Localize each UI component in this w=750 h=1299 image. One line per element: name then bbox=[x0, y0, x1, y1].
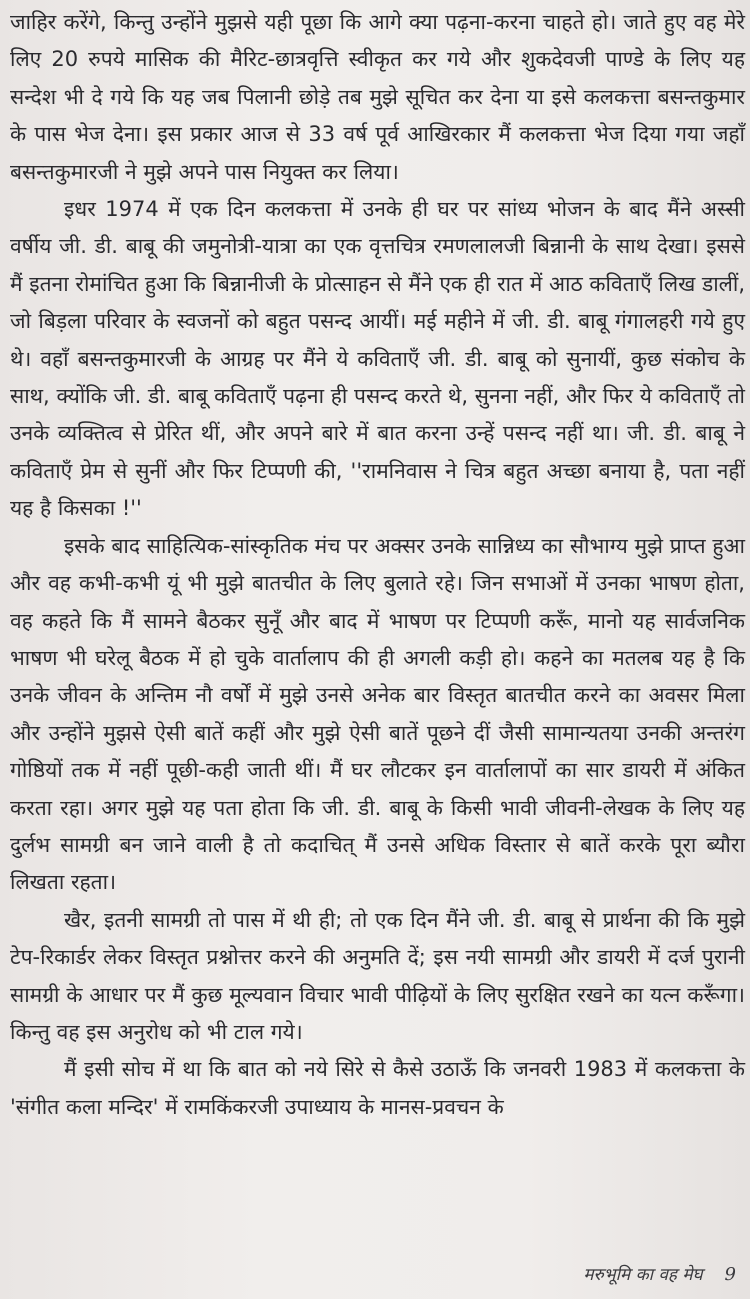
paragraph-january-1983: मैं इसी सोच में था कि बात को नये सिरे से कैसे उठाऊँ कि जनवरी 1983 में कलकत्ता के 'संगीत कला मन्दिर' में रामकिंकरजी उपाध्याय के मानस-प्रवचन के bbox=[10, 1057, 745, 1119]
paragraph-1974-screening: इधर 1974 में एक दिन कलकत्ता में उनके ही घर पर सांध्य भोजन के बाद मैंने अस्सी वर्षीय जी. डी. बाबू की जमुनोत्री-यात्रा का एक वृत्तचित्र रमणलालजी बिन्नानी के साथ देखा। इससे मैं इतना रोमांचित हुआ कि बिन्नानीजी के प्रोत्साहन से मैंने एक ही रात में आठ कविताएँ लिख डालीं, जो बिड़ला परिवार के स्वजनों को बहुत पसन्द आयीं। मई महीने में जी. डी. बाबू गंगालहरी गये हुए थे। वहाँ बसन्तकुमारजी के आग्रह पर मैंने ये कविताएँ जी. डी. बाबू को सुनायीं, कुछ संकोच के साथ, क्योंकि जी. डी. बाबू कविताएँ पढ़ना ही पसन्द करते थे, सुनना नहीं, और फिर ये कविताएँ तो उनके व्यक्तित्व से प्रेरित थीं, और अपने बारे में बात करना उन्हें पसन्द नहीं था। जी. डी. बाबू ने कविताएँ प्रेम से सुनीं और फिर टिप्पणी की, ''रामनिवास ने चित्र बहुत अच्छा बनाया है, पता नहीं यह है किसका !'' bbox=[10, 197, 745, 521]
paragraph-cultural-meetings: इसके बाद साहित्यिक-सांस्कृतिक मंच पर अक्सर उनके सान्निध्य का सौभाग्य मुझे प्राप्त हुआ और वह कभी-कभी यूं भी मुझे बातचीत के लिए बुलाते रहे। जिन सभाओं में उनका भाषण होता, वह कहते कि मैं सामने बैठकर सुनूँ और बाद में भाषण पर टिप्पणी करूँ, मानो यह सार्वजनिक भाषण भी घरेलू बैठक में हो चुके वार्तालाप की ही अगली कड़ी हो। कहने का मतलब यह है कि उनके जीवन के अन्तिम नौ वर्षों में मुझे उनसे अनेक बार विस्तृत बातचीत करने का अवसर मिला और उन्होंने मुझसे ऐसी बातें कहीं और मुझे ऐसी बातें पूछने दीं जैसी सामान्यतया उनकी अन्तरंग गोष्ठियों तक में नहीं पूछी-कही जाती थीं। मैं घर लौटकर इन वार्तालापों का सार डायरी में अंकित करता रहा। अगर मुझे यह पता होता कि जी. डी. बाबू के किसी भावी जीवनी-लेखक के लिए यह दुर्लभ सामग्री बन जाने वाली है तो कदाचित् मैं उनसे अधिक विस्तार से बातें करके पूरा ब्यौरा लिखता रहता। bbox=[10, 533, 745, 895]
running-book-title: मरुभूमि का वह मेघ bbox=[583, 1265, 703, 1285]
page-footer bbox=[583, 1262, 736, 1285]
paragraph-tape-recorder-request: खैर, इतनी सामग्री तो पास में थी ही; तो एक दिन मैंने जी. डी. बाबू से प्रार्थना की कि मुझे टेप-रिकार्डर लेकर विस्तृत प्रश्नोत्तर करने की अनुमति दें; इस नयी सामग्री और डायरी में दर्ज पुरानी सामग्री के आधार पर मैं कुछ मूल्यवान विचार भावी पीढ़ियों के लिए सुरक्षित रखने का यत्न करूँगा। किन्तु वह इस अनुरोध को भी टाल गये। bbox=[10, 907, 745, 1044]
page-body-text bbox=[10, 4, 745, 1126]
paragraph-continuation: जाहिर करेंगे, किन्तु उन्होंने मुझसे यही पूछा कि आगे क्या पढ़ना-करना चाहते हो। जाते हुए वह मेरे लिए 20 रुपये मासिक की मैरिट-छात्रवृत्ति स्वीकृत कर गये और शुकदेवजी पाण्डे के लिए यह सन्देश भी दे गये कि यह जब पिलानी छोड़े तब मुझे सूचित कर देना या इसे कलकत्ता बसन्तकुमार के पास भेज देना। इस प्रकार आज से 33 वर्ष पूर्व आखिरकार मैं कलकत्ता भेज दिया गया जहाँ बसन्तकुमारजी ने मुझे अपने पास नियुक्त कर लिया। bbox=[10, 10, 745, 184]
page-number: 9 bbox=[724, 1264, 736, 1285]
